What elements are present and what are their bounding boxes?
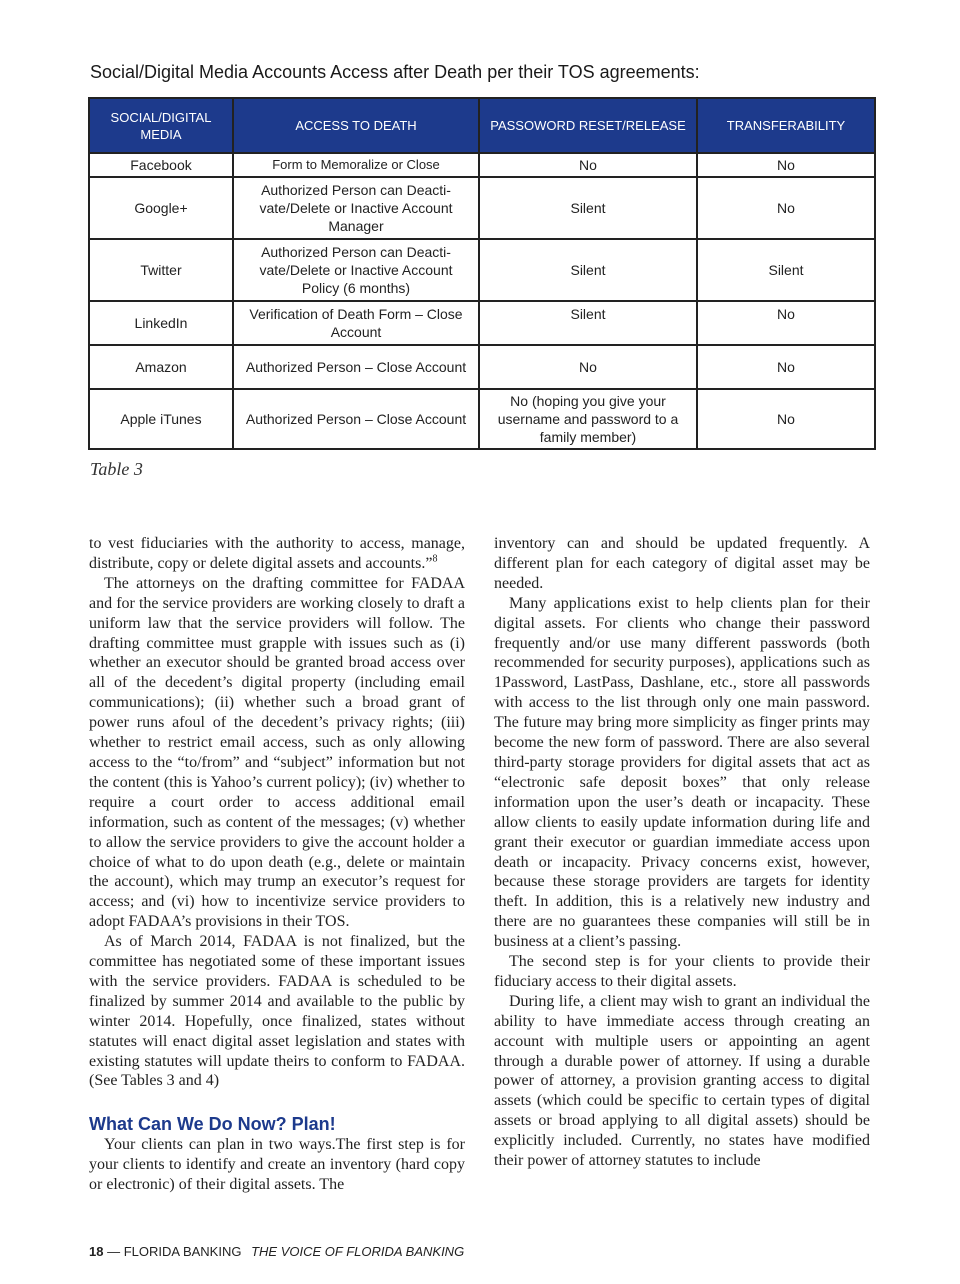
section-heading: What Can We Do Now? Plan!	[89, 1114, 336, 1135]
paragraph	[89, 534, 465, 574]
cell-password: No (hoping you give your username and password to a family member)	[479, 389, 697, 449]
header-social-media: SOCIAL/DIGITAL MEDIA	[89, 98, 233, 153]
publication-name: — FLORIDA BANKING	[107, 1244, 242, 1259]
cell-transfer: No	[697, 177, 875, 239]
cell-platform: LinkedIn	[89, 301, 233, 345]
cell-password: Silent	[479, 301, 697, 345]
tos-access-table	[88, 97, 876, 450]
cell-password: Silent	[479, 239, 697, 301]
cell-access: Authorized Person – Close Account	[233, 345, 479, 389]
page-footer	[89, 1244, 464, 1259]
table-row	[89, 239, 875, 301]
table-row	[89, 301, 875, 345]
cell-access: Authorized Person can Deacti-vate/Delete or Inactive Account Manager	[233, 177, 479, 239]
header-transferability: TRANSFERABILITY	[697, 98, 875, 153]
table-title: Social/Digital Media Accounts Access after Death per their TOS agreements:	[90, 62, 700, 82]
table-row	[89, 153, 875, 177]
cell-transfer: No	[697, 301, 875, 345]
paragraph: Many applications exist to help clients plan for their digital assets. For clients who change their password frequently and/or use many different passwords (both recommended for security purposes), applications such as 1Password, LastPass, Dashlane, etc., store all passwords with access to the list through only one main password. The future may bring more simplicity as finger prints may become the new form of password. There are also several third-party storage providers for digital assets that act as “electronic safe deposit boxes” that only release information upon the user’s death or incapacity. These allow clients to easily update information during life and grant their executor or guardian immediate access upon death or incapacity. Privacy concerns exist, however, because these storage providers are targets for identity theft. In addition, this is a relatively new industry and there are no guarantees these companies will still be in business at a client’s passing.	[494, 594, 870, 951]
cell-platform: Apple iTunes	[89, 389, 233, 449]
table-row	[89, 177, 875, 239]
paragraph: The second step is for your clients to provide their fiduciary access to their digital assets.	[494, 953, 870, 990]
paragraph: The attorneys on the drafting committee for FADAA and for the service providers are working closely to draft a uniform law that the service providers will follow. The drafting committee must grapple with issues such as (i) whether an executor should be granted broad access over all of the decedent’s digital property (including email communications); (ii) whether such a broad grant of power runs afoul of the decedent’s privacy rights; (iii) whether to restrict email access, such as only allowing access to the “to/from” and “subject” information but not the content (this is Yahoo’s current policy); (iv) whether to require a court order to access additional email information, such as content of the messages; (v) whether to allow the service providers to give the account holder a choice of what to do upon death (e.g., delete or maintain the account), which may trump an executor’s request for access; and (vi) how to incentivize service providers to adopt FADAA’s provisions in their TOS.	[89, 574, 465, 931]
table-header-row	[89, 98, 875, 153]
article-column-left	[89, 534, 465, 1195]
header-access-to-death: ACCESS TO DEATH	[233, 98, 479, 153]
table-caption: Table 3	[90, 459, 143, 479]
cell-platform: Amazon	[89, 345, 233, 389]
cell-platform: Twitter	[89, 239, 233, 301]
cell-transfer: Silent	[697, 239, 875, 301]
cell-platform: Facebook	[89, 153, 233, 177]
header-password-reset: PASSOWORD RESET/RELEASE	[479, 98, 697, 153]
paragraph: inventory can and should be updated frequently. A different plan for each category of digital asset may be needed.	[494, 535, 870, 592]
cell-access: Authorized Person – Close Account	[233, 389, 479, 449]
cell-platform: Google+	[89, 177, 233, 239]
cell-access: Verification of Death Form – Close Account	[233, 301, 479, 345]
cell-transfer: No	[697, 153, 875, 177]
cell-password: No	[479, 345, 697, 389]
paragraph-text: to vest fiduciaries with the authority to access, manage, distribute, copy or delete digital assets and accounts.”	[89, 535, 465, 572]
cell-transfer: No	[697, 345, 875, 389]
paragraph: Your clients can plan in two ways.The first step is for your clients to identify and create an inventory (hard copy or electronic) of their digital assets. The	[89, 1136, 465, 1194]
cell-access: Authorized Person can Deacti-vate/Delete or Inactive Account Policy (6 months)	[233, 239, 479, 301]
page-number: 18	[89, 1244, 104, 1259]
publication-tagline: THE VOICE OF FLORIDA BANKING	[251, 1244, 465, 1259]
table-row	[89, 389, 875, 449]
paragraph: During life, a client may wish to grant an individual the ability to have immediate access through creating an account with multiple users or appointing an agent through a durable power of attorney. If using a durable power of attorney, a provision granting access to digital assets (which could be specific to certain types of digital assets or broad applying to all digital assets) should be explicitly included. Currently, no states have modified their power of attorney statutes to include	[494, 992, 870, 1170]
table-row	[89, 345, 875, 389]
cell-transfer: No	[697, 389, 875, 449]
cell-password: Silent	[479, 177, 697, 239]
article-column-right	[494, 534, 870, 1171]
footnote-ref: 8	[432, 553, 438, 565]
cell-password: No	[479, 153, 697, 177]
paragraph: As of March 2014, FADAA is not finalized, but the committee has negotiated some of these important issues with the service providers. FADAA is scheduled to be finalized by summer 2014 and available to the public by winter 2014. Hopefully, once finalized, states without statutes will enact digital asset legislation and states with existing statutes will update theirs to conform to FADAA. (See Tables 3 and 4)	[89, 933, 465, 1090]
cell-access: Form to Memoralize or Close	[233, 153, 479, 177]
